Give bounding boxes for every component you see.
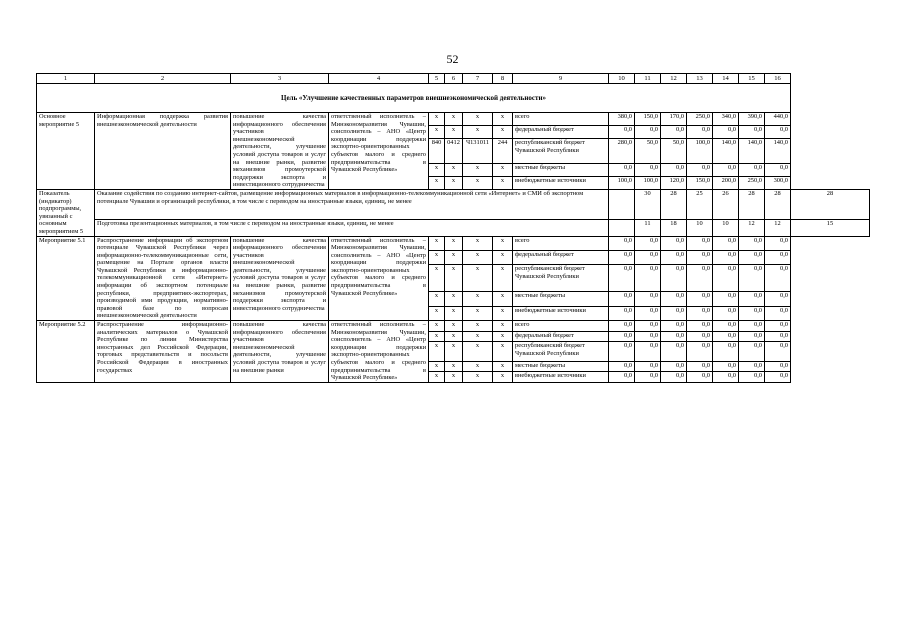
funding-source: республиканский бюджет Чувашской Республики	[513, 139, 609, 164]
year-value-12: 0,0	[661, 342, 687, 362]
funding-source: федеральный бюджет	[513, 331, 609, 341]
year-value-13: 0,0	[687, 126, 713, 139]
year-value-13: 0,0	[687, 292, 713, 306]
budget-code-8: x	[493, 372, 513, 383]
year-value-14: 0,0	[713, 292, 739, 306]
funding-source: республиканский бюджет Чувашской Республики	[513, 342, 609, 362]
column-number-8: 8	[493, 74, 513, 84]
year-value-13: 0,0	[687, 342, 713, 362]
indicator-value-10: 11	[635, 220, 661, 236]
year-value-11: 0,0	[635, 342, 661, 362]
year-value-11: 0,0	[635, 250, 661, 264]
year-value-11: 0,0	[635, 306, 661, 320]
year-value-13: 0,0	[687, 163, 713, 176]
year-value-10: 0,0	[609, 306, 635, 320]
budget-code-5: x	[429, 292, 445, 306]
measure-name: Мероприятие 5.2	[37, 321, 95, 383]
year-value-16: 0,0	[765, 250, 791, 264]
budget-code-5: x	[429, 113, 445, 126]
year-value-15: 0,0	[739, 126, 765, 139]
year-value-15: 0,0	[739, 331, 765, 341]
budget-code-6: x	[445, 113, 463, 126]
year-value-15: 0,0	[739, 292, 765, 306]
year-value-13: 0,0	[687, 265, 713, 292]
budget-code-5: x	[429, 176, 445, 189]
year-value-15: 140,0	[739, 139, 765, 164]
indicator-value-11: 18	[661, 220, 687, 236]
year-value-13: 100,0	[687, 139, 713, 164]
budget-code-5: x	[429, 361, 445, 371]
year-value-12: 50,0	[661, 139, 687, 164]
budget-code-6: x	[445, 321, 463, 331]
indicator-text: Подготовка презентационных материалов, в том числе с переводом на иностранные языки, единиц, не менее	[95, 220, 609, 236]
column-number-2: 2	[95, 74, 231, 84]
funding-source: всего	[513, 321, 609, 331]
year-value-12: 120,0	[661, 176, 687, 189]
budget-code-5: x	[429, 163, 445, 176]
budget-code-5: 840	[429, 139, 445, 164]
budget-code-8: x	[493, 331, 513, 341]
budget-code-6: x	[445, 176, 463, 189]
indicator-value-15: 12	[765, 220, 791, 236]
budget-code-8: x	[493, 361, 513, 371]
year-value-14: 340,0	[713, 113, 739, 126]
page-number: 52	[446, 52, 459, 66]
responsible-executor: ответственный исполнитель – Минэкономразвития Чувашии, соисполнитель – АНО «Центр координации поддержки экспортно-ориентированных субъектов малого и среднего предпринимательства в Чувашской Республике»	[329, 321, 429, 383]
year-value-11: 0,0	[635, 236, 661, 250]
funding-source: местные бюджеты	[513, 163, 609, 176]
year-value-16: 0,0	[765, 372, 791, 383]
measure-title: Информационная поддержка развития внешнеэкономической деятельности	[95, 113, 231, 190]
column-number-4: 4	[329, 74, 429, 84]
column-number-6: 6	[445, 74, 463, 84]
budget-code-7: x	[463, 321, 493, 331]
funding-source: внебюджетные источники	[513, 372, 609, 383]
year-value-11: 50,0	[635, 139, 661, 164]
budget-code-7: x	[463, 361, 493, 371]
year-value-10: 0,0	[609, 250, 635, 264]
budget-code-6: x	[445, 306, 463, 320]
year-value-14: 0,0	[713, 126, 739, 139]
indicator-value-13: 10	[713, 220, 739, 236]
year-value-16: 0,0	[765, 292, 791, 306]
funding-source: внебюджетные источники	[513, 306, 609, 320]
block-1-row	[37, 236, 870, 250]
year-value-12: 0,0	[661, 361, 687, 371]
indicator-value-16: 15	[791, 220, 870, 236]
year-value-16: 0,0	[765, 361, 791, 371]
indicator-row	[37, 189, 870, 219]
year-value-15: 250,0	[739, 176, 765, 189]
block-2-row	[37, 321, 870, 331]
year-value-14: 0,0	[713, 331, 739, 341]
measure-goal: повышение качества информационного обеспечения участников внешнеэкономической деятельности, улучшение условий доступа товаров и услуг на внешние рынки, развитие механизмов промоутерской поддержки экспорта и инвестиционного сотрудничества	[231, 113, 329, 190]
budget-code-7: Ч131011	[463, 139, 493, 164]
year-value-14: 0,0	[713, 250, 739, 264]
year-value-13: 0,0	[687, 361, 713, 371]
year-value-10: 0,0	[609, 361, 635, 371]
year-value-14: 0,0	[713, 321, 739, 331]
year-value-14: 0,0	[713, 265, 739, 292]
budget-code-8: x	[493, 113, 513, 126]
funding-source: федеральный бюджет	[513, 250, 609, 264]
budget-code-6: x	[445, 331, 463, 341]
year-value-10: 0,0	[609, 342, 635, 362]
year-value-10: 0,0	[609, 265, 635, 292]
year-value-10: 0,0	[609, 331, 635, 341]
year-value-15: 0,0	[739, 265, 765, 292]
responsible-executor: ответственный исполнитель – Минэкономразвития Чувашии, соисполнитель – АНО «Центр координации поддержки экспортно-ориентированных субъектов малого и среднего предпринимательства в Чувашской Республике»	[329, 236, 429, 321]
year-value-16: 0,0	[765, 306, 791, 320]
indicator-value-14: 12	[739, 220, 765, 236]
budget-code-5: x	[429, 126, 445, 139]
header-row	[37, 74, 870, 84]
year-value-12: 0,0	[661, 306, 687, 320]
budget-code-8: x	[493, 126, 513, 139]
year-value-10: 280,0	[609, 139, 635, 164]
indicator-value-12: 25	[687, 189, 713, 219]
year-value-12: 0,0	[661, 250, 687, 264]
year-value-10: 0,0	[609, 321, 635, 331]
column-number-7: 7	[463, 74, 493, 84]
year-value-10: 0,0	[609, 163, 635, 176]
year-value-16: 440,0	[765, 113, 791, 126]
indicator-value-13: 26	[713, 189, 739, 219]
year-value-16: 0,0	[765, 342, 791, 362]
year-value-13: 0,0	[687, 372, 713, 383]
budget-code-8: x	[493, 265, 513, 292]
budget-code-6: x	[445, 250, 463, 264]
budget-code-6: 0412	[445, 139, 463, 164]
indicator-value-15: 28	[765, 189, 791, 219]
indicator-text: Оказание содействия по созданию интернет-сайтов, размещение информационных материалов в информационно-телекоммуникационной сети «Интернет» и СМИ об экспортном потенциале Чувашии и организаций республики, в том числе с переводом на иностранные языки, единиц, не менее	[95, 189, 609, 219]
block-0-row	[37, 113, 870, 126]
year-value-15: 0,0	[739, 372, 765, 383]
year-value-10: 0,0	[609, 292, 635, 306]
funding-source: внебюджетные источники	[513, 176, 609, 189]
funding-source: федеральный бюджет	[513, 126, 609, 139]
year-value-13: 0,0	[687, 331, 713, 341]
indicator-value-16: 28	[791, 189, 870, 219]
budget-code-5: x	[429, 372, 445, 383]
budget-code-5: x	[429, 236, 445, 250]
year-value-14: 0,0	[713, 361, 739, 371]
year-value-11: 0,0	[635, 265, 661, 292]
indicator-value-11: 28	[661, 189, 687, 219]
year-value-14: 0,0	[713, 306, 739, 320]
year-value-12: 0,0	[661, 331, 687, 341]
budget-code-8: x	[493, 250, 513, 264]
year-value-10: 0,0	[609, 372, 635, 383]
year-value-14: 0,0	[713, 236, 739, 250]
column-number-11: 11	[635, 74, 661, 84]
year-value-15: 0,0	[739, 361, 765, 371]
budget-code-7: x	[463, 176, 493, 189]
budget-code-8: 244	[493, 139, 513, 164]
year-value-13: 0,0	[687, 306, 713, 320]
year-value-13: 0,0	[687, 236, 713, 250]
year-value-16: 0,0	[765, 321, 791, 331]
year-value-15: 0,0	[739, 236, 765, 250]
budget-code-6: x	[445, 163, 463, 176]
year-value-13: 250,0	[687, 113, 713, 126]
budget-code-7: x	[463, 113, 493, 126]
budget-code-5: x	[429, 250, 445, 264]
year-value-12: 0,0	[661, 292, 687, 306]
year-value-12: 0,0	[661, 163, 687, 176]
budget-code-6: x	[445, 265, 463, 292]
budget-code-8: x	[493, 306, 513, 320]
year-value-11: 0,0	[635, 372, 661, 383]
funding-source: местные бюджеты	[513, 361, 609, 371]
budget-code-7: x	[463, 236, 493, 250]
year-value-16: 0,0	[765, 331, 791, 341]
column-number-13: 13	[687, 74, 713, 84]
budget-code-7: x	[463, 372, 493, 383]
column-number-3: 3	[231, 74, 329, 84]
year-value-16: 0,0	[765, 265, 791, 292]
column-number-16: 16	[765, 74, 791, 84]
funding-source: республиканский бюджет Чувашской Республики	[513, 265, 609, 292]
year-value-15: 0,0	[739, 342, 765, 362]
column-number-12: 12	[661, 74, 687, 84]
budget-code-6: x	[445, 372, 463, 383]
indicator-row	[37, 220, 870, 236]
measure-title: Распространение информации об экспортном потенциале Чувашской Республики через информационно-телекоммуникационные сети, размещение на Портале органов власти Чувашской Республики в информационно-телекоммуникационной сети «Интернет» информации об экспортном потенциале республики, предприятиях-экспортерах, производимой ими продукции, нормативно-правовой базе по вопросам внешнеэкономической деятельности	[95, 236, 231, 321]
budget-code-8: x	[493, 236, 513, 250]
funding-source: всего	[513, 113, 609, 126]
indicator-value-14: 28	[739, 189, 765, 219]
year-value-13: 0,0	[687, 250, 713, 264]
year-value-12: 170,0	[661, 113, 687, 126]
year-value-16: 0,0	[765, 126, 791, 139]
budget-code-8: x	[493, 163, 513, 176]
budget-code-5: x	[429, 331, 445, 341]
year-value-15: 0,0	[739, 163, 765, 176]
budget-code-8: x	[493, 342, 513, 362]
measure-name: Основное мероприятие 5	[37, 113, 95, 190]
year-value-14: 0,0	[713, 372, 739, 383]
indicator-spacer	[609, 189, 635, 219]
year-value-15: 0,0	[739, 321, 765, 331]
year-value-12: 0,0	[661, 321, 687, 331]
indicator-value-10: 30	[635, 189, 661, 219]
year-value-16: 0,0	[765, 236, 791, 250]
column-number-10: 10	[609, 74, 635, 84]
funding-source: всего	[513, 236, 609, 250]
program-table	[36, 73, 870, 383]
year-value-16: 140,0	[765, 139, 791, 164]
year-value-12: 0,0	[661, 236, 687, 250]
year-value-14: 0,0	[713, 163, 739, 176]
budget-code-6: x	[445, 361, 463, 371]
goal-row	[37, 84, 870, 113]
year-value-15: 390,0	[739, 113, 765, 126]
budget-code-8: x	[493, 321, 513, 331]
budget-code-8: x	[493, 176, 513, 189]
budget-code-7: x	[463, 250, 493, 264]
indicator-value-12: 10	[687, 220, 713, 236]
year-value-11: 0,0	[635, 292, 661, 306]
year-value-11: 0,0	[635, 321, 661, 331]
budget-code-6: x	[445, 236, 463, 250]
budget-code-6: x	[445, 342, 463, 362]
budget-code-8: x	[493, 292, 513, 306]
funding-source: местные бюджеты	[513, 292, 609, 306]
year-value-16: 0,0	[765, 163, 791, 176]
year-value-16: 300,0	[765, 176, 791, 189]
budget-code-5: x	[429, 321, 445, 331]
budget-code-7: x	[463, 331, 493, 341]
year-value-11: 0,0	[635, 361, 661, 371]
budget-code-7: x	[463, 292, 493, 306]
year-value-11: 150,0	[635, 113, 661, 126]
year-value-13: 0,0	[687, 321, 713, 331]
column-number-15: 15	[739, 74, 765, 84]
document-page	[36, 73, 870, 383]
year-value-14: 140,0	[713, 139, 739, 164]
year-value-12: 0,0	[661, 265, 687, 292]
budget-code-7: x	[463, 342, 493, 362]
year-value-11: 0,0	[635, 126, 661, 139]
budget-code-6: x	[445, 126, 463, 139]
measure-goal: повышение качества информационного обеспечения участников внешнеэкономической деятельности, улучшение условий доступа товаров и услуг на внешние рынки, развитие механизмов промоутерской поддержки экспорта и инвестиционного сотрудничества	[231, 236, 329, 321]
indicator-spacer	[609, 220, 635, 236]
budget-code-6: x	[445, 292, 463, 306]
budget-code-7: x	[463, 126, 493, 139]
budget-code-5: x	[429, 306, 445, 320]
year-value-12: 0,0	[661, 126, 687, 139]
budget-code-5: x	[429, 265, 445, 292]
year-value-14: 0,0	[713, 342, 739, 362]
year-value-15: 0,0	[739, 306, 765, 320]
budget-code-7: x	[463, 306, 493, 320]
goal-title: Цель «Улучшение качественных параметров внешнеэкономической деятельности»	[37, 84, 791, 113]
measure-name: Мероприятие 5.1	[37, 236, 95, 321]
column-number-14: 14	[713, 74, 739, 84]
year-value-15: 0,0	[739, 250, 765, 264]
year-value-10: 0,0	[609, 236, 635, 250]
indicator-label: Показатель (индикатор) подпрограммы, увязанный с основным мероприятием 5	[37, 189, 95, 236]
measure-goal: повышение качества информационного обеспечения участников внешнеэкономической деятельности, улучшение условий доступа товаров и услуг на внешние рынки	[231, 321, 329, 383]
year-value-14: 200,0	[713, 176, 739, 189]
column-number-9: 9	[513, 74, 609, 84]
year-value-10: 0,0	[609, 126, 635, 139]
budget-code-5: x	[429, 342, 445, 362]
year-value-12: 0,0	[661, 372, 687, 383]
year-value-11: 100,0	[635, 176, 661, 189]
year-value-10: 100,0	[609, 176, 635, 189]
budget-code-7: x	[463, 163, 493, 176]
column-number-5: 5	[429, 74, 445, 84]
measure-title: Распространение информационно-аналитических материалов о Чувашской Республике по линии Министерства иностранных дел Российской Федерации, торговых представительств и посольств Российской Федерации в иностранных государствах	[95, 321, 231, 383]
year-value-11: 0,0	[635, 163, 661, 176]
year-value-11: 0,0	[635, 331, 661, 341]
budget-code-7: x	[463, 265, 493, 292]
year-value-10: 380,0	[609, 113, 635, 126]
year-value-13: 150,0	[687, 176, 713, 189]
column-number-1: 1	[37, 74, 95, 84]
responsible-executor: ответственный исполнитель – Минэкономразвития Чувашии, соисполнитель – АНО «Центр координации поддержки экспортно-ориентированных субъектов малого и среднего предпринимательства в Чувашской Республике»	[329, 113, 429, 190]
